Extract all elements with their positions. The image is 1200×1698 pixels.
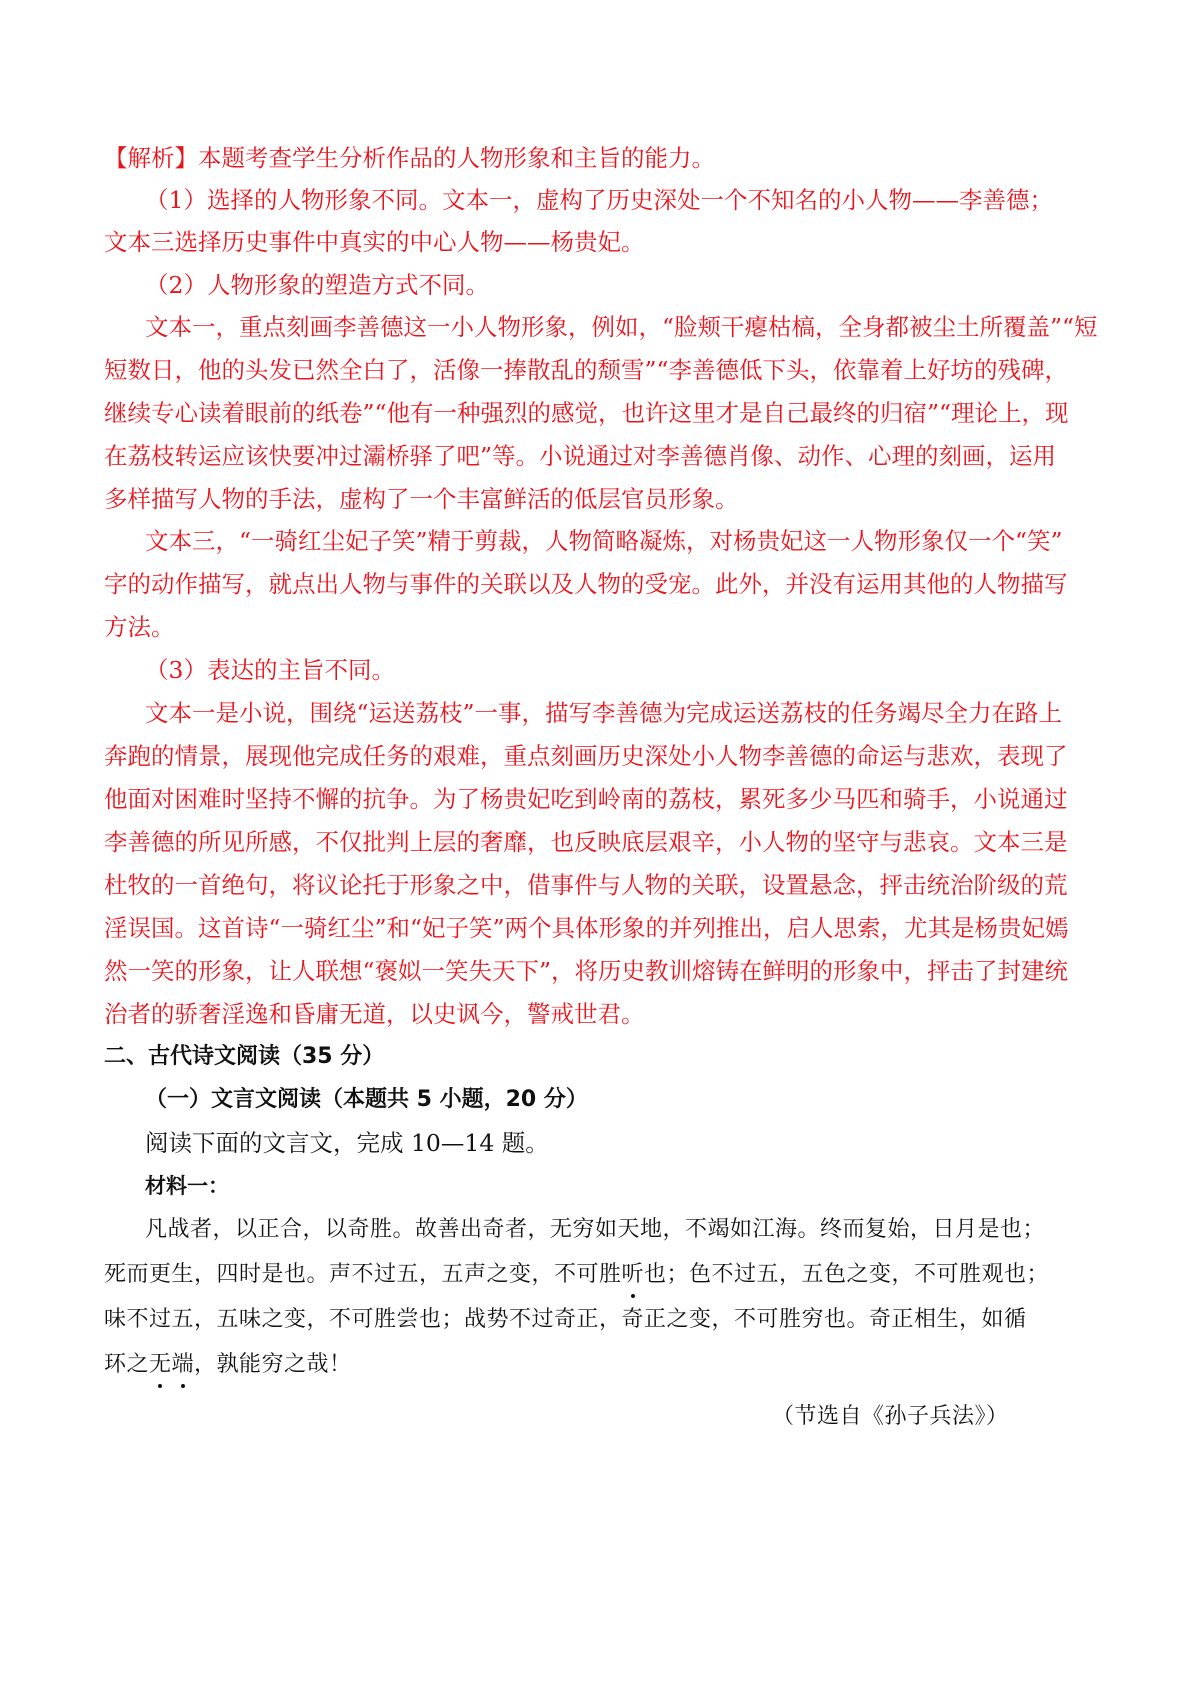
analysis-p1-line1: （1）选择的人物形象不同。文本一，虚构了历史深处一个不知名的小人物——李善德；	[145, 186, 1053, 214]
passage-line: 味不过五，五味之变，不可胜尝也；战势不过奇正，奇正之变，不可胜穷也。奇正相生，如循	[104, 1307, 1027, 1332]
instruction-text: 阅读下面的文言文，完成 10—14 题。	[145, 1129, 549, 1157]
passage-line	[104, 1260, 1050, 1290]
analysis-p2-heading: （2）人物形象的塑造方式不同。	[145, 271, 489, 299]
analysis-p4-line: 方法。	[104, 613, 175, 641]
emphasis-char: 端	[172, 1350, 195, 1380]
passage-text: ，孰能穷之哉！	[194, 1352, 352, 1377]
material-label: 材料一：	[145, 1174, 229, 1198]
analysis-p3-line: 在荔枝转运应该快要冲过灞桥驿了吧”等。小说通过对李善德肖像、动作、心理的刻画，运用	[104, 442, 1057, 470]
analysis-p6-line: 文本一是小说，围绕“运送荔枝”一事，描写李善德为完成运送荔枝的任务竭尽全力在路上	[145, 699, 1063, 727]
analysis-intro: 本题考查学生分析作品的人物形象和主旨的能力。	[198, 144, 715, 172]
analysis-p6-line: 奔跑的情景，展现他完成任务的艰难，重点刻画历史深处小人物李善德的命运与悲欢，表现了	[104, 742, 1068, 770]
analysis-label: 【解析】	[104, 144, 198, 172]
analysis-p4-line: 文本三，“一骑红尘妃子笑”精于剪裁，人物简略凝炼，对杨贵妃这一人物形象仅一个“笑”	[145, 527, 1063, 555]
analysis-p3-line: 短数日，他的头发已然全白了，活像一捧散乱的颓雪”“李善德低下头，依靠着上好坊的残碑，	[104, 356, 1069, 384]
analysis-intro-line	[104, 143, 715, 173]
analysis-p6-line: 杜牧的一首绝句，将议论托于形象之中，借事件与人物的关联，设置悬念，抨击统治阶级的荒	[104, 871, 1068, 899]
emphasis-char: 无	[149, 1350, 172, 1380]
subsection-heading: （一）文言文阅读（本题共 5 小题，20 分）	[145, 1087, 588, 1112]
analysis-p6-line: 他面对困难时坚持不懈的抗争。为了杨贵妃吃到岭南的荔枝，累死多少马匹和骑手，小说通过	[104, 785, 1068, 813]
analysis-p3-line: 多样描写人物的手法，虚构了一个丰富鲜活的低层官员形象。	[104, 485, 739, 513]
analysis-p3-line: 文本一，重点刻画李善德这一小人物形象，例如，“脸颊干瘪枯槁，全身都被尘土所覆盖”“短	[145, 313, 1098, 341]
analysis-p3-line: 继续专心读着眼前的纸卷”“他有一种强烈的感觉，也许这里才是自己最终的归宿”“理论上，现	[104, 399, 1069, 427]
analysis-p6-line: 淫误国。这首诗“一骑红尘”和“妃子笑”两个具体形象的并列推出，启人思索，尤其是杨贵妃嫣	[104, 914, 1069, 942]
passage-line: 凡战者，以正合，以奇胜。故善出奇者，无穷如天地，不竭如江海。终而复始，日月是也；	[145, 1217, 1046, 1242]
passage-line	[104, 1350, 352, 1380]
analysis-p6-line: 然一笑的形象，让人联想“褒姒一笑失天下”，将历史教训熔铸在鲜明的形象中，抨击了封建统	[104, 957, 1069, 985]
source-citation: （节选自《孙子兵法》）	[772, 1404, 1009, 1429]
analysis-p4-line: 字的动作描写，就点出人物与事件的关联以及人物的受宠。此外，并没有运用其他的人物描写	[104, 570, 1068, 598]
emphasis-char: 听	[622, 1260, 645, 1290]
passage-text: 也；色不过五，五色之变，不可胜观也；	[644, 1262, 1050, 1287]
section-heading: 二、古代诗文阅读（35 分）	[104, 1044, 385, 1069]
analysis-p6-line: 治者的骄奢淫逸和昏庸无道，以史讽今，警戒世君。	[104, 1000, 645, 1028]
passage-text: 死而更生，四时是也。声不过五，五声之变，不可胜	[104, 1262, 622, 1287]
analysis-p1-line2: 文本三选择历史事件中真实的中心人物——杨贵妃。	[104, 228, 645, 256]
passage-text: 环之	[104, 1352, 150, 1377]
analysis-p5-heading: （3）表达的主旨不同。	[145, 656, 395, 684]
analysis-p6-line: 李善德的所见所感，不仅批判上层的奢靡，也反映底层艰辛，小人物的坚守与悲哀。文本三是	[104, 828, 1068, 856]
